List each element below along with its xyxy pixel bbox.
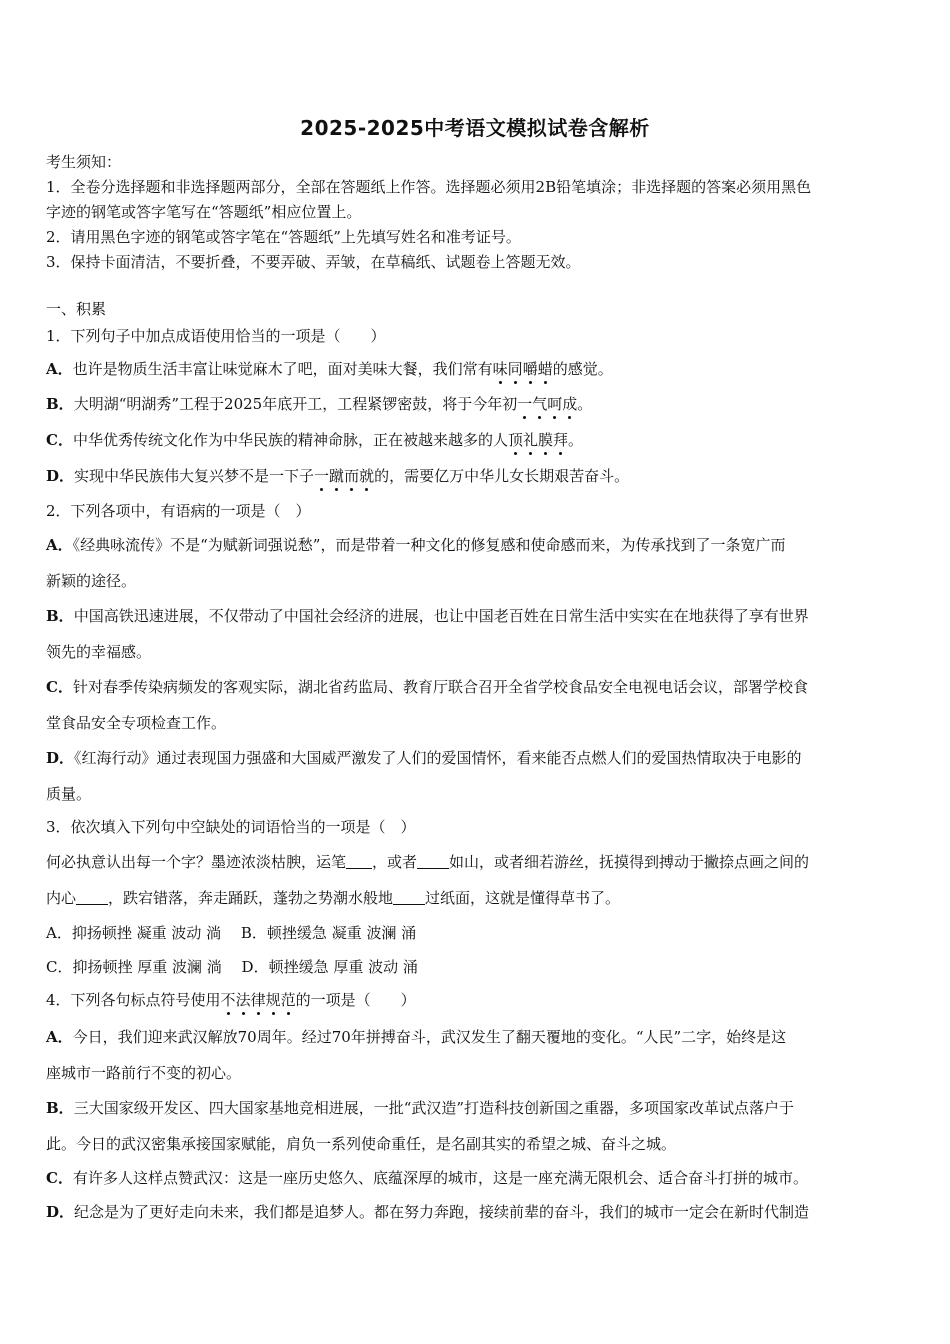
dotted-char: 律 bbox=[250, 991, 266, 1009]
fill-blank bbox=[417, 854, 449, 869]
option-label: B． bbox=[46, 607, 74, 625]
option-text: 。 bbox=[577, 395, 593, 413]
option-text: 《经典咏流传》不是“为赋新词强说愁”，而是带着一种文化的修复感和使命感而来，为传承找到了一条宽广而 bbox=[72, 536, 786, 554]
passage-text: ，跌宕错落，奔走踊跃，蓬勃之势潮水般地 bbox=[108, 889, 394, 907]
notice-item-2: 2．请用黑色字迹的钢笔或答字笔在“答题纸”上先填写姓名和准考证号。 bbox=[46, 228, 521, 246]
passage-text: 内心 bbox=[46, 889, 77, 907]
q2-option-a bbox=[46, 535, 785, 555]
section-heading: 一、积累 bbox=[46, 300, 107, 318]
q4-option-c bbox=[46, 1168, 808, 1188]
q2-option-d-cont: 质量。 bbox=[46, 785, 92, 803]
q3-passage-line-1 bbox=[46, 852, 809, 872]
dotted-char: 范 bbox=[280, 991, 296, 1009]
option-text: 的感觉。 bbox=[552, 360, 613, 378]
q2-option-c-cont: 堂食品安全专项检查工作。 bbox=[46, 714, 227, 732]
option-label: B． bbox=[46, 395, 74, 413]
option-text: 有许多人这样点赞武汉：这是一座历史悠久、底蕴深厚的城市，这是一座充满无限机会、适合奋斗打拼的城市。 bbox=[72, 1169, 808, 1187]
stem-text: 的一项是（ ） bbox=[295, 991, 416, 1009]
q3-options-cd: C．抑扬顿挫 厚重 波澜 淌 D．顿挫缓急 厚重 波动 涌 bbox=[46, 958, 418, 976]
q1-option-b bbox=[46, 394, 592, 414]
option-text: 今日，我们迎来武汉解放70周年。经过70年拼搏奋斗，武汉发生了翻天覆地的变化。“人民”二字，始终是这 bbox=[72, 1028, 787, 1046]
option-text: 中华优秀传统文化作为中华民族的精神命脉，正在被越来越多的人 bbox=[72, 431, 508, 449]
dotted-char: 一 bbox=[517, 395, 533, 413]
q4-stem bbox=[46, 990, 416, 1010]
dotted-char: 味 bbox=[492, 360, 508, 378]
dotted-char: 同 bbox=[507, 360, 523, 378]
dotted-char: 呵 bbox=[547, 395, 563, 413]
dotted-char: 法 bbox=[235, 991, 251, 1009]
option-text: 实现中华民族伟大复兴梦不是一下子 bbox=[74, 467, 315, 485]
fill-blank bbox=[76, 890, 108, 905]
q4-option-a-cont: 座城市一路前行不变的初心。 bbox=[46, 1064, 242, 1082]
dotted-char: 而 bbox=[344, 467, 360, 485]
dotted-char: 成 bbox=[562, 395, 578, 413]
notice-header: 考生须知： bbox=[46, 153, 122, 171]
option-text: 针对春季传染病频发的客观实际，湖北省药监局、教育厅联合召开全省学校食品安全电视电话会议，部署学校食 bbox=[72, 678, 808, 696]
passage-text: 如山，或者细若游丝，抚摸得到搏动于撇捺点画之间的 bbox=[449, 853, 810, 871]
q4-option-a bbox=[46, 1027, 786, 1047]
option-text: 三大国家级开发区、四大国家基地竞相进展，一批“武汉造”打造科技创新国之重器，多项国家改革试点落户于 bbox=[73, 1099, 795, 1117]
stem-text: 4．下列各句标点符号使用 bbox=[46, 991, 221, 1009]
option-label: B． bbox=[46, 1099, 74, 1117]
option-text: 《红海行动》通过表现国力强盛和大国威严激发了人们的爱国情怀，看来能否点燃人们的爱国热情取决于电影的 bbox=[74, 749, 802, 767]
notice-item-1: 1．全卷分选择题和非选择题两部分，全部在答题纸上作答。选择题必须用2B铅笔填涂；非选择题的答案必须用黑色 bbox=[46, 178, 812, 196]
q1-stem: 1．下列句子中加点成语使用恰当的一项是（ ） bbox=[46, 327, 386, 345]
dotted-char: 气 bbox=[532, 395, 548, 413]
dotted-char: 膜 bbox=[538, 431, 554, 449]
dotted-char: 礼 bbox=[522, 431, 538, 449]
q2-option-a-cont: 新颖的途径。 bbox=[46, 572, 137, 590]
dotted-char: 蜡 bbox=[537, 360, 553, 378]
dotted-char: 顶 bbox=[507, 431, 523, 449]
option-label: A． bbox=[46, 1028, 73, 1046]
page-title: 2025-2025中考语文模拟试卷含解析 bbox=[300, 116, 650, 140]
passage-text: ，或者 bbox=[372, 853, 418, 871]
fill-blank bbox=[346, 854, 372, 869]
option-label: D． bbox=[46, 1203, 75, 1221]
option-label: C． bbox=[46, 431, 73, 449]
q4-option-d bbox=[46, 1202, 809, 1222]
notice-item-1-cont: 字迹的钢笔或答字笔写在“答题纸”相应位置上。 bbox=[46, 203, 362, 221]
notice-item-3: 3．保持卡面清洁，不要折叠，不要弄破、弄皱，在草稿纸、试题卷上答题无效。 bbox=[46, 253, 581, 271]
option-label: C． bbox=[46, 1169, 73, 1187]
option-label: D． bbox=[46, 467, 75, 485]
dotted-char: 规 bbox=[265, 991, 281, 1009]
q4-option-b bbox=[46, 1098, 794, 1118]
option-text: 大明湖“明湖秀”工程于2025年底开工，工程紧锣密鼓，将于今年初 bbox=[73, 395, 518, 413]
option-label: A． bbox=[46, 360, 73, 378]
dotted-char: 就 bbox=[359, 467, 375, 485]
q2-option-d bbox=[46, 748, 802, 768]
passage-text: 何必执意认出每一个字？墨迹浓淡枯腴，运笔 bbox=[46, 853, 347, 871]
dotted-char: 拜 bbox=[553, 431, 569, 449]
dotted-char: 嚼 bbox=[522, 360, 538, 378]
option-label: D． bbox=[46, 749, 75, 767]
q3-passage-line-2 bbox=[46, 888, 620, 908]
q2-stem: 2．下列各项中，有语病的一项是（ ） bbox=[46, 502, 311, 520]
q2-option-b bbox=[46, 606, 809, 626]
option-label: C． bbox=[46, 678, 73, 696]
passage-text: 过纸面，这就是懂得草书了。 bbox=[425, 889, 621, 907]
q2-option-b-cont: 领先的幸福感。 bbox=[46, 643, 152, 661]
q2-option-c bbox=[46, 677, 808, 697]
option-text: 中国高铁迅速进展，不仅带动了中国社会经济的进展，也让中国老百姓在日常生活中实实在在地获得了享有世界 bbox=[73, 607, 809, 625]
option-text: 的，需要亿万中华儿女长期艰苦奋斗。 bbox=[374, 467, 630, 485]
option-label: A． bbox=[46, 536, 73, 554]
option-text: 也许是物质生活丰富让味觉麻木了吧，面对美味大餐，我们常有 bbox=[72, 360, 493, 378]
option-text: 。 bbox=[568, 431, 584, 449]
dotted-char: 蹴 bbox=[329, 467, 345, 485]
q1-option-c bbox=[46, 430, 583, 450]
dotted-char: 一 bbox=[314, 467, 330, 485]
q3-stem: 3．依次填入下列句中空缺处的词语恰当的一项是（ ） bbox=[46, 818, 416, 836]
dotted-char: 不 bbox=[220, 991, 236, 1009]
q3-options-ab: A．抑扬顿挫 凝重 波动 淌 B．顿挫缓急 凝重 波澜 涌 bbox=[46, 924, 417, 942]
option-text: 纪念是为了更好走向未来，我们都是追梦人。都在努力奔跑，接续前辈的奋斗，我们的城市一定会在新时代制造 bbox=[74, 1203, 810, 1221]
q1-option-a bbox=[46, 359, 613, 379]
q4-option-b-cont: 此。今日的武汉密集承接国家赋能，肩负一系列使命重任，是名副其实的希望之城、奋斗之城。 bbox=[46, 1135, 677, 1153]
q1-option-d bbox=[46, 466, 629, 486]
fill-blank bbox=[393, 890, 425, 905]
